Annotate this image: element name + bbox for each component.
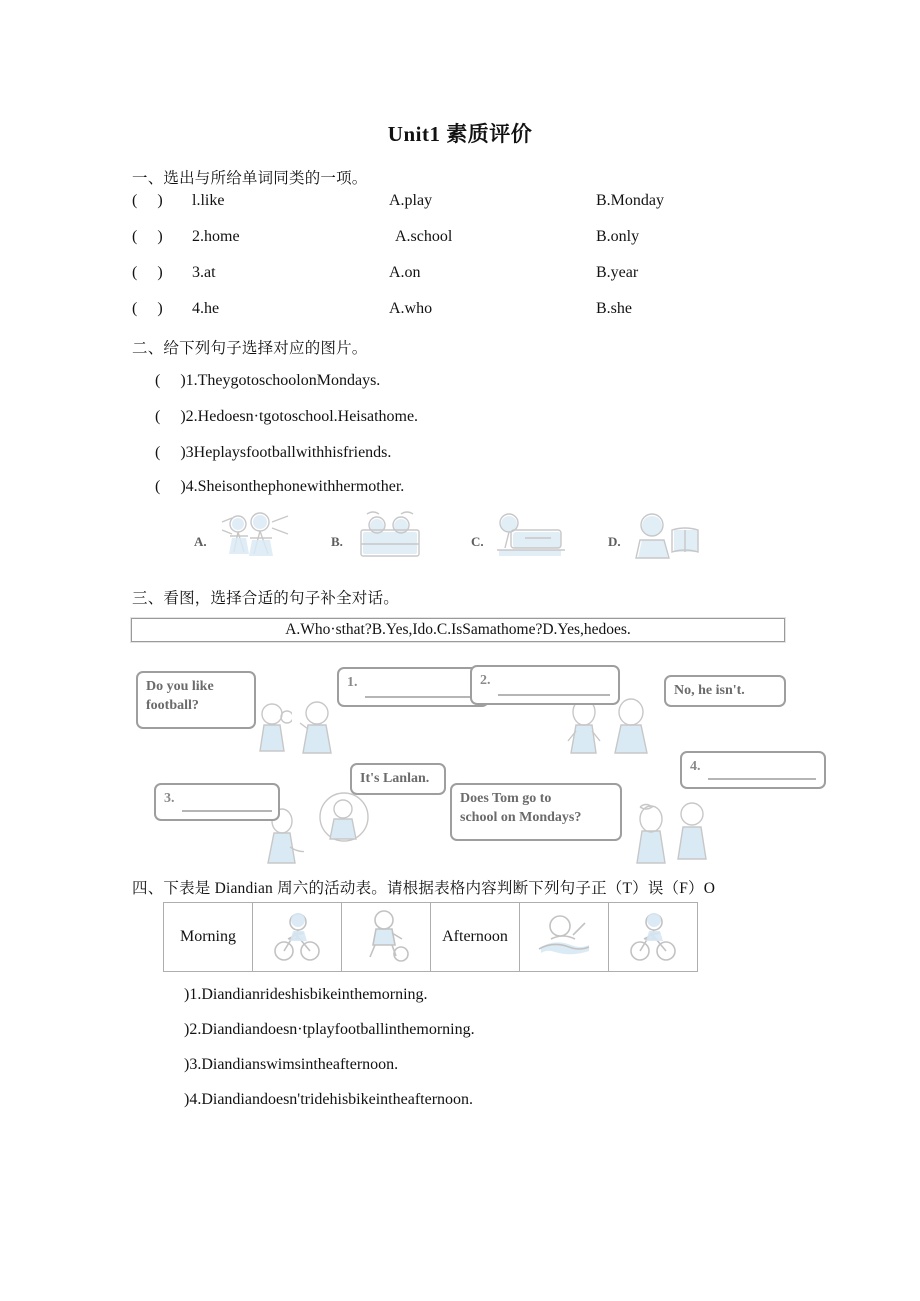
question-stem: 2.home bbox=[192, 228, 240, 245]
photo-portrait-circle bbox=[318, 791, 370, 843]
speech-bubble-blank-1[interactable] bbox=[337, 667, 489, 707]
option-a[interactable]: A.play bbox=[389, 192, 433, 209]
picture-label-b: B. bbox=[331, 534, 343, 549]
girl-thinking-figure bbox=[564, 697, 606, 755]
table-cell-football-morning bbox=[342, 903, 431, 972]
tf-statement-row bbox=[184, 1021, 475, 1039]
question-stem: l.like bbox=[192, 192, 225, 209]
picture-option-a[interactable] bbox=[192, 508, 304, 570]
question-row bbox=[155, 408, 418, 426]
question-stem: 4.he bbox=[192, 300, 220, 317]
question-row bbox=[132, 192, 812, 214]
option-b[interactable]: B.Monday bbox=[596, 192, 664, 209]
bubble-number-2: 2. bbox=[480, 673, 491, 688]
bubble-line-2: school on Mondays? bbox=[460, 810, 582, 825]
table-cell-bike-afternoon bbox=[609, 903, 698, 972]
section-2-heading: 二、给下列句子选择对应的图片。 bbox=[132, 340, 368, 357]
section-4-heading: 四、下表是 Diandian 周六的活动表。请根据表格内容判断下列句子正（T）误（F）O bbox=[132, 880, 716, 897]
bubble-text: No, he isn't. bbox=[674, 683, 745, 698]
table-cell-afternoon bbox=[431, 903, 520, 972]
picture-option-b[interactable] bbox=[329, 508, 441, 570]
swimming-icon bbox=[535, 909, 593, 965]
picture-label-a: A. bbox=[194, 534, 207, 549]
cell-text: Morning bbox=[180, 928, 236, 945]
riding-bike-icon bbox=[625, 909, 681, 965]
bubble-number-4: 4. bbox=[690, 759, 701, 774]
two-children-playing-picture bbox=[208, 508, 300, 566]
child-answering-figure bbox=[298, 699, 338, 755]
question-text: 2.Hedoesn·tgotoschool.Heisathome. bbox=[185, 408, 419, 425]
answer-blank[interactable]: ( ) bbox=[155, 408, 186, 425]
option-b[interactable]: B.only bbox=[596, 228, 640, 245]
question-row bbox=[132, 264, 812, 286]
bubble-line-1: Do you like bbox=[146, 679, 214, 694]
option-a[interactable]: A.on bbox=[389, 264, 421, 281]
statement-text: 1.Diandianrideshisbikeinthemorning. bbox=[189, 986, 428, 1003]
speech-bubble-blank-2[interactable] bbox=[470, 665, 620, 705]
answer-blank[interactable]: ( ) bbox=[132, 192, 163, 209]
bubble-number-3: 3. bbox=[164, 791, 175, 806]
picture-label-c: C. bbox=[471, 534, 484, 549]
girl-with-bow-figure bbox=[632, 803, 672, 865]
option-bank-box: A.Who·sthat?B.Yes,Ido.C.IsSamathome?D.Yes,hedoes. bbox=[131, 618, 785, 642]
picture-options bbox=[192, 508, 732, 570]
blank-line bbox=[498, 694, 610, 696]
answer-blank[interactable]: ( ) bbox=[155, 372, 186, 389]
speech-bubble-do-you-like-football bbox=[136, 671, 256, 729]
option-b[interactable]: B.she bbox=[596, 300, 632, 317]
option-b[interactable]: B.year bbox=[596, 264, 639, 281]
section-3-heading: 三、看图，选择合适的句子补全对话。 bbox=[132, 590, 399, 607]
table-cell-morning bbox=[164, 903, 253, 972]
table-cell-swim-afternoon bbox=[520, 903, 609, 972]
question-stem: 3.at bbox=[192, 264, 216, 281]
riding-bike-icon bbox=[269, 909, 325, 965]
child-on-phone-picture bbox=[485, 508, 577, 566]
table-cell-bike-morning bbox=[253, 903, 342, 972]
boy-answering-figure bbox=[672, 799, 714, 861]
playing-football-icon bbox=[358, 909, 414, 965]
statement-text: 2.Diandiandoesn·tplayfootballinthemorning. bbox=[189, 1021, 475, 1038]
question-row bbox=[155, 372, 380, 390]
tf-statement-row bbox=[184, 986, 428, 1004]
answer-blank[interactable]: ( ) bbox=[155, 478, 186, 495]
speech-bubble-blank-4[interactable] bbox=[680, 751, 826, 789]
picture-option-c[interactable] bbox=[469, 508, 581, 570]
question-text: 3Heplaysfootballwithhisfriends. bbox=[185, 444, 392, 461]
answer-blank[interactable]: ) bbox=[184, 986, 190, 1003]
option-a[interactable]: A.school bbox=[395, 228, 453, 245]
bubble-line-1: Does Tom go to bbox=[460, 791, 552, 806]
girl-replying-figure bbox=[610, 697, 654, 755]
answer-blank[interactable]: ) bbox=[184, 1056, 190, 1073]
activity-table bbox=[163, 902, 698, 972]
bubble-line-2: football? bbox=[146, 698, 199, 713]
question-text: 4.Sheisonthephonewithhermother. bbox=[185, 478, 405, 495]
speech-bubble-no-he-isnt bbox=[664, 675, 786, 707]
tf-statement-row bbox=[184, 1056, 398, 1074]
answer-blank[interactable]: ( ) bbox=[155, 444, 186, 461]
answer-blank[interactable]: ( ) bbox=[132, 264, 163, 281]
question-row bbox=[132, 228, 812, 250]
blank-line bbox=[182, 810, 272, 812]
option-a[interactable]: A.who bbox=[389, 300, 433, 317]
dialogue-comic bbox=[132, 655, 792, 865]
children-at-desks-picture bbox=[345, 508, 437, 566]
statement-text: 3.Diandianswimsintheafternoon. bbox=[189, 1056, 399, 1073]
blank-line bbox=[365, 696, 481, 698]
tf-statement-row bbox=[184, 1091, 473, 1109]
speech-bubble-its-lanlan bbox=[350, 763, 446, 795]
section-1-heading: 一、选出与所给单词同类的一项。 bbox=[132, 170, 368, 187]
question-row bbox=[155, 444, 391, 462]
page-title: Unit1 素质评价 bbox=[387, 122, 533, 146]
child-reading-book-picture bbox=[622, 508, 714, 566]
cell-text: Afternoon bbox=[442, 928, 508, 945]
picture-label-d: D. bbox=[608, 534, 621, 549]
answer-blank[interactable]: ( ) bbox=[132, 300, 163, 317]
bubble-text: It's Lanlan. bbox=[360, 771, 430, 786]
statement-text: 4.Diandiandoesn'tridehisbikeintheafternoon. bbox=[189, 1091, 474, 1108]
question-row bbox=[132, 300, 812, 322]
speech-bubble-does-tom-go-to-school bbox=[450, 783, 622, 841]
answer-blank[interactable]: ) bbox=[184, 1091, 190, 1108]
table-row bbox=[164, 903, 698, 972]
answer-blank[interactable]: ) bbox=[184, 1021, 190, 1038]
question-row bbox=[155, 478, 404, 496]
child-with-ball-figure bbox=[254, 701, 292, 753]
bubble-number-1: 1. bbox=[347, 675, 358, 690]
answer-blank[interactable]: ( ) bbox=[132, 228, 163, 245]
question-text: 1.TheygotoschoolonMondays. bbox=[185, 372, 381, 389]
picture-option-d[interactable] bbox=[606, 508, 718, 570]
speech-bubble-blank-3[interactable] bbox=[154, 783, 280, 821]
blank-line bbox=[708, 778, 816, 780]
